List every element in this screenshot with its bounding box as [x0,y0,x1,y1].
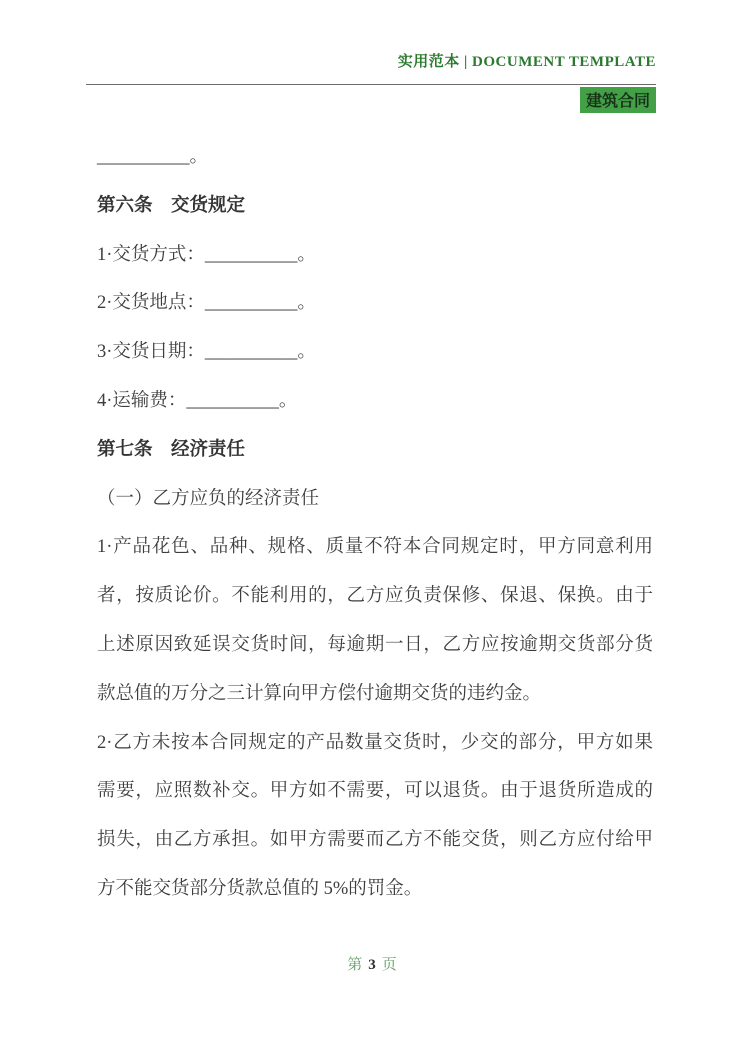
page-footer-suffix: 页 [381,957,397,973]
paragraph-2-line-3: 损失，由乙方承担。如甲方需要而乙方不能交货，则乙方应付给甲 [97,830,653,851]
page-footer-prefix: 第 [347,957,363,973]
page-footer [0,953,744,974]
blank-fill-line: __________。 [97,147,209,167]
contract-body [97,133,653,914]
paragraph-2-line-2: 需要，应照数补交。甲方如不需要，可以退货。由于退货所造成的 [97,781,653,802]
paragraph-1-line-1: 1·产品花色、品种、规格、质量不符本合同规定时，甲方同意利用 [97,537,653,558]
clause-delivery-place: 2·交货地点：__________。 [97,293,316,314]
section-heading-article-6: 第六条 交货规定 [97,195,246,216]
page-number: 3 [368,957,376,973]
document-category-badge: 建筑合同 [580,87,656,113]
paragraph-2-line-1: 2·乙方未按本合同规定的产品数量交货时，少交的部分，甲方如果 [97,732,653,753]
section-heading-article-7: 第七条 经济责任 [97,439,246,460]
paragraph-1-line-4: 款总值的万分之三计算向甲方偿付逾期交货的违约金。 [97,683,542,704]
clause-delivery-date: 3·交货日期：__________。 [97,342,316,363]
brand-text: 实用范本 | DOCUMENT TEMPLATE [397,54,656,70]
header-divider [86,84,656,85]
subsection-heading: （一）乙方应负的经济责任 [97,488,320,509]
clause-transport-fee: 4·运输费：__________。 [97,390,298,411]
paragraph-1-line-3: 上述原因致延误交货时间，每逾期一日，乙方应按逾期交货部分货 [97,634,653,655]
paragraph-2-line-4: 方不能交货部分货款总值的 5%的罚金。 [97,878,423,899]
paragraph-1-line-2: 者，按质论价。不能利用的，乙方应负责保修、保退、保换。由于 [97,586,653,607]
clause-delivery-method: 1·交货方式：__________。 [97,244,316,265]
